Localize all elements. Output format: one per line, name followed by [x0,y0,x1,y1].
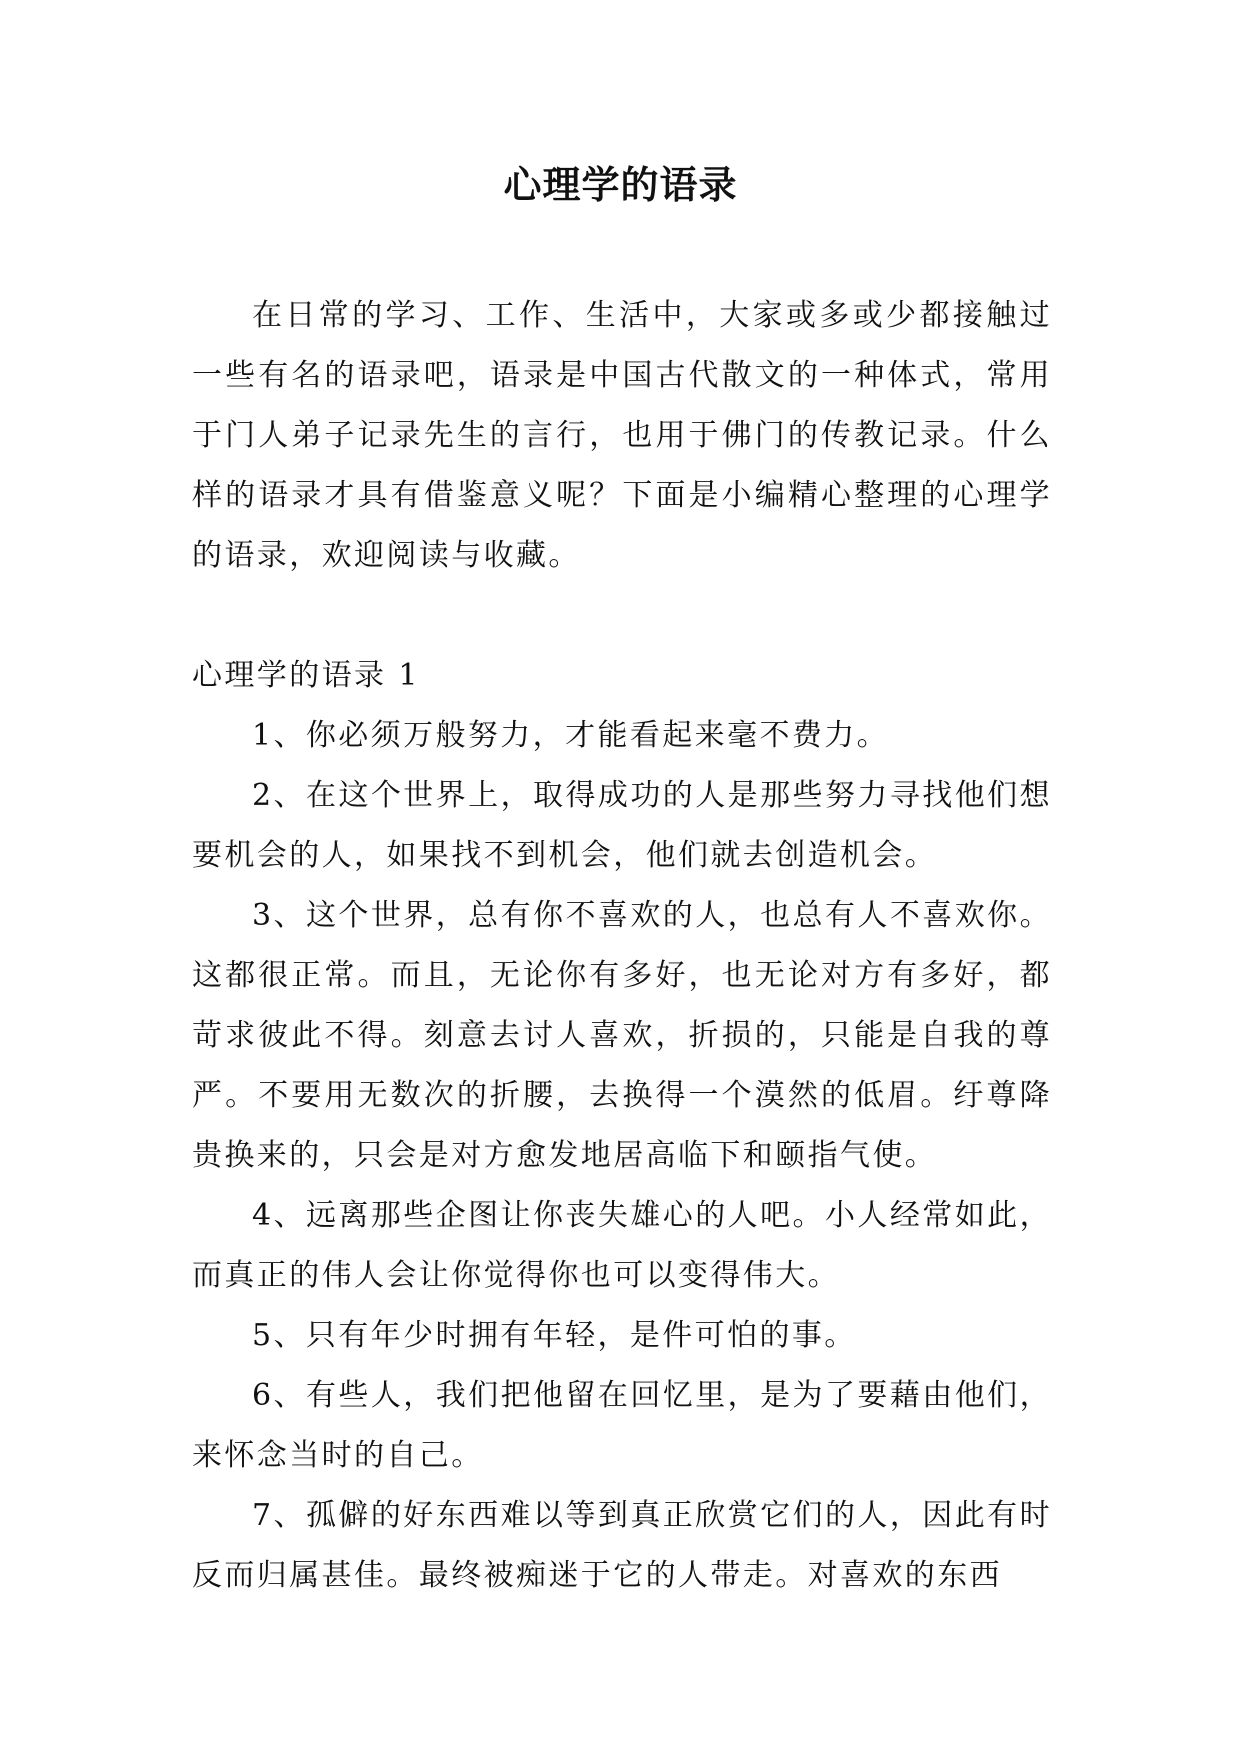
quote-paragraph-7: 7、孤僻的好东西难以等到真正欣赏它们的人，因此有时反而归属甚佳。最终被痴迷于它的人带走。对喜欢的东西 [192,1498,1052,1593]
quote-paragraph-5: 5、只有年少时拥有年轻，是件可怕的事。 [252,1318,857,1353]
quote-paragraph-2: 2、在这个世界上，取得成功的人是那些努力寻找他们想要机会的人，如果找不到机会，他们就去创造机会。 [192,778,1052,873]
quote-paragraph-1: 1、你必须万般努力，才能看起来毫不费力。 [252,718,890,753]
quote-paragraph-3: 3、这个世界，总有你不喜欢的人，也总有人不喜欢你。这都很正常。而且，无论你有多好，也无论对方有多好，都苛求彼此不得。刻意去讨人喜欢，折损的，只能是自我的尊严。不要用无数次的折腰，去换得一个漠然的低眉。纡尊降贵换来的，只会是对方愈发地居高临下和颐指气使。 [192,898,1052,1173]
quote-paragraph-6: 6、有些人，我们把他留在回忆里，是为了要藉由他们，来怀念当时的自己。 [192,1378,1052,1473]
quote-paragraph-4: 4、远离那些企图让你丧失雄心的人吧。小人经常如此，而真正的伟人会让你觉得你也可以变得伟大。 [192,1198,1052,1293]
section-heading: 心理学的语录 1 [192,658,420,693]
intro-paragraph: 在日常的学习、工作、生活中，大家或多或少都接触过一些有名的语录吧，语录是中国古代散文的一种体式，常用于门人弟子记录先生的言行，也用于佛门的传教记录。什么样的语录才具有借鉴意义呢？下面是小编精心整理的心理学的语录，欢迎阅读与收藏。 [192,298,1052,573]
document-title: 心理学的语录 [503,163,738,207]
document-body [192,286,1052,1606]
